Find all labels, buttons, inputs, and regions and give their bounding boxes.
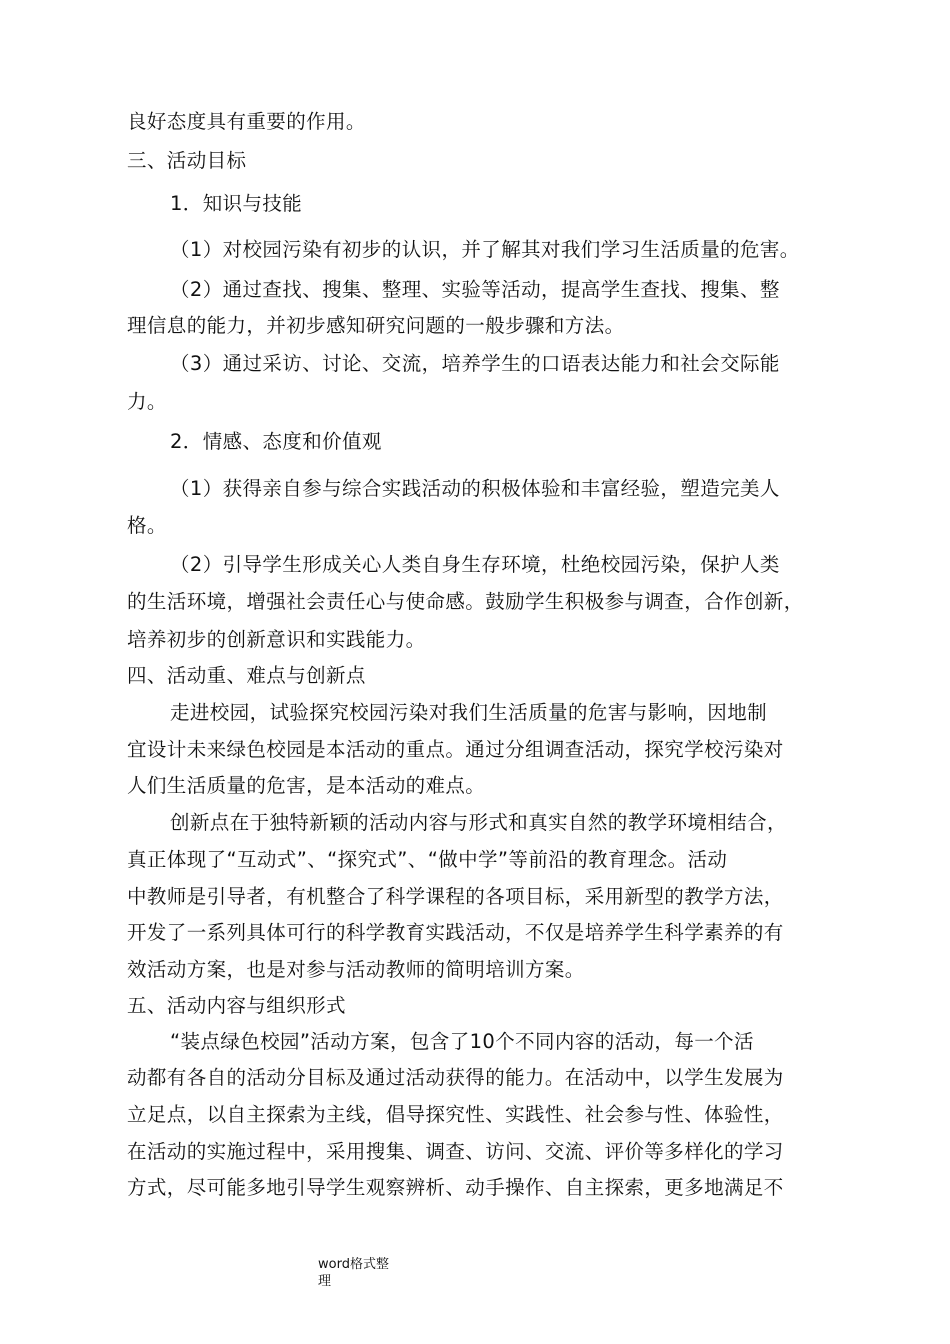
text-line: （1）对校园污染有初步的认识，并了解其对我们学习生活质量的危害。	[170, 238, 800, 261]
subsection-heading: 1．知识与技能	[170, 192, 303, 215]
text-line: （3）通过采访、讨论、交流，培养学生的口语表达能力和社会交际能	[170, 352, 780, 375]
text-line: 格。	[127, 514, 167, 537]
text-line: 效活动方案，也是对参与活动教师的简明培训方案。	[127, 958, 585, 981]
text-line: （2）通过查找、搜集、整理、实验等活动，提高学生查找、搜集、整	[170, 278, 780, 301]
text-line: 开发了一系列具体可行的科学教育实践活动，不仅是培养学生科学素养的有	[127, 921, 784, 944]
text-line: 在活动的实施过程中，采用搜集、调查、访问、交流、评价等多样化的学习	[127, 1140, 784, 1163]
text-line: （2）引导学生形成关心人类自身生存环境，杜绝校园污染，保护人类	[170, 553, 780, 576]
text-line: “装点绿色校园”活动方案，包含了10个不同内容的活动，每一个活	[170, 1030, 754, 1053]
text-line: 理信息的能力，并初步感知研究问题的一般步骤和方法。	[127, 314, 625, 337]
text-line: 立足点，以自主探索为主线，倡导探究性、实践性、社会参与性、体验性，	[127, 1103, 784, 1126]
text-line: 动都有各自的活动分目标及通过活动获得的能力。在活动中，以学生发展为	[127, 1066, 784, 1089]
text-line: 人们生活质量的危害，是本活动的难点。	[127, 774, 486, 797]
text-line: 培养初步的创新意识和实践能力。	[127, 628, 426, 651]
text-line: （1）获得亲自参与综合实践活动的积极体验和丰富经验，塑造完美人	[170, 477, 780, 500]
text-line: 力。	[127, 390, 167, 413]
text-line: 真正体现了“互动式”、“探究式”、“做中学”等前沿的教育理念。活动	[127, 848, 728, 871]
footer-text: word格式整	[318, 1257, 389, 1272]
section-heading: 四、活动重、难点与创新点	[127, 664, 366, 687]
section-heading: 三、活动目标	[127, 149, 247, 172]
text-line: 宜设计未来绿色校园是本活动的重点。通过分组调查活动，探究学校污染对	[127, 738, 784, 761]
text-line: 走进校园，试验探究校园污染对我们生活质量的危害与影响，因地制	[170, 701, 768, 724]
text-line: 方式，尽可能多地引导学生观察辨析、动手操作、自主探索，更多地满足不	[127, 1176, 784, 1199]
subsection-heading: 2．情感、态度和价值观	[170, 430, 382, 453]
text-line: 中教师是引导者，有机整合了科学课程的各项目标，采用新型的教学方法，	[127, 885, 784, 908]
text-line: 良好态度具有重要的作用。	[127, 110, 366, 133]
section-heading: 五、活动内容与组织形式	[127, 994, 346, 1017]
footer-text: 理	[318, 1274, 332, 1289]
text-line: 的生活环境，增强社会责任心与使命感。鼓励学生积极参与调查，合作创新，	[127, 590, 804, 613]
text-line: 创新点在于独特新颖的活动内容与形式和真实自然的教学环境相结合，	[170, 811, 787, 834]
